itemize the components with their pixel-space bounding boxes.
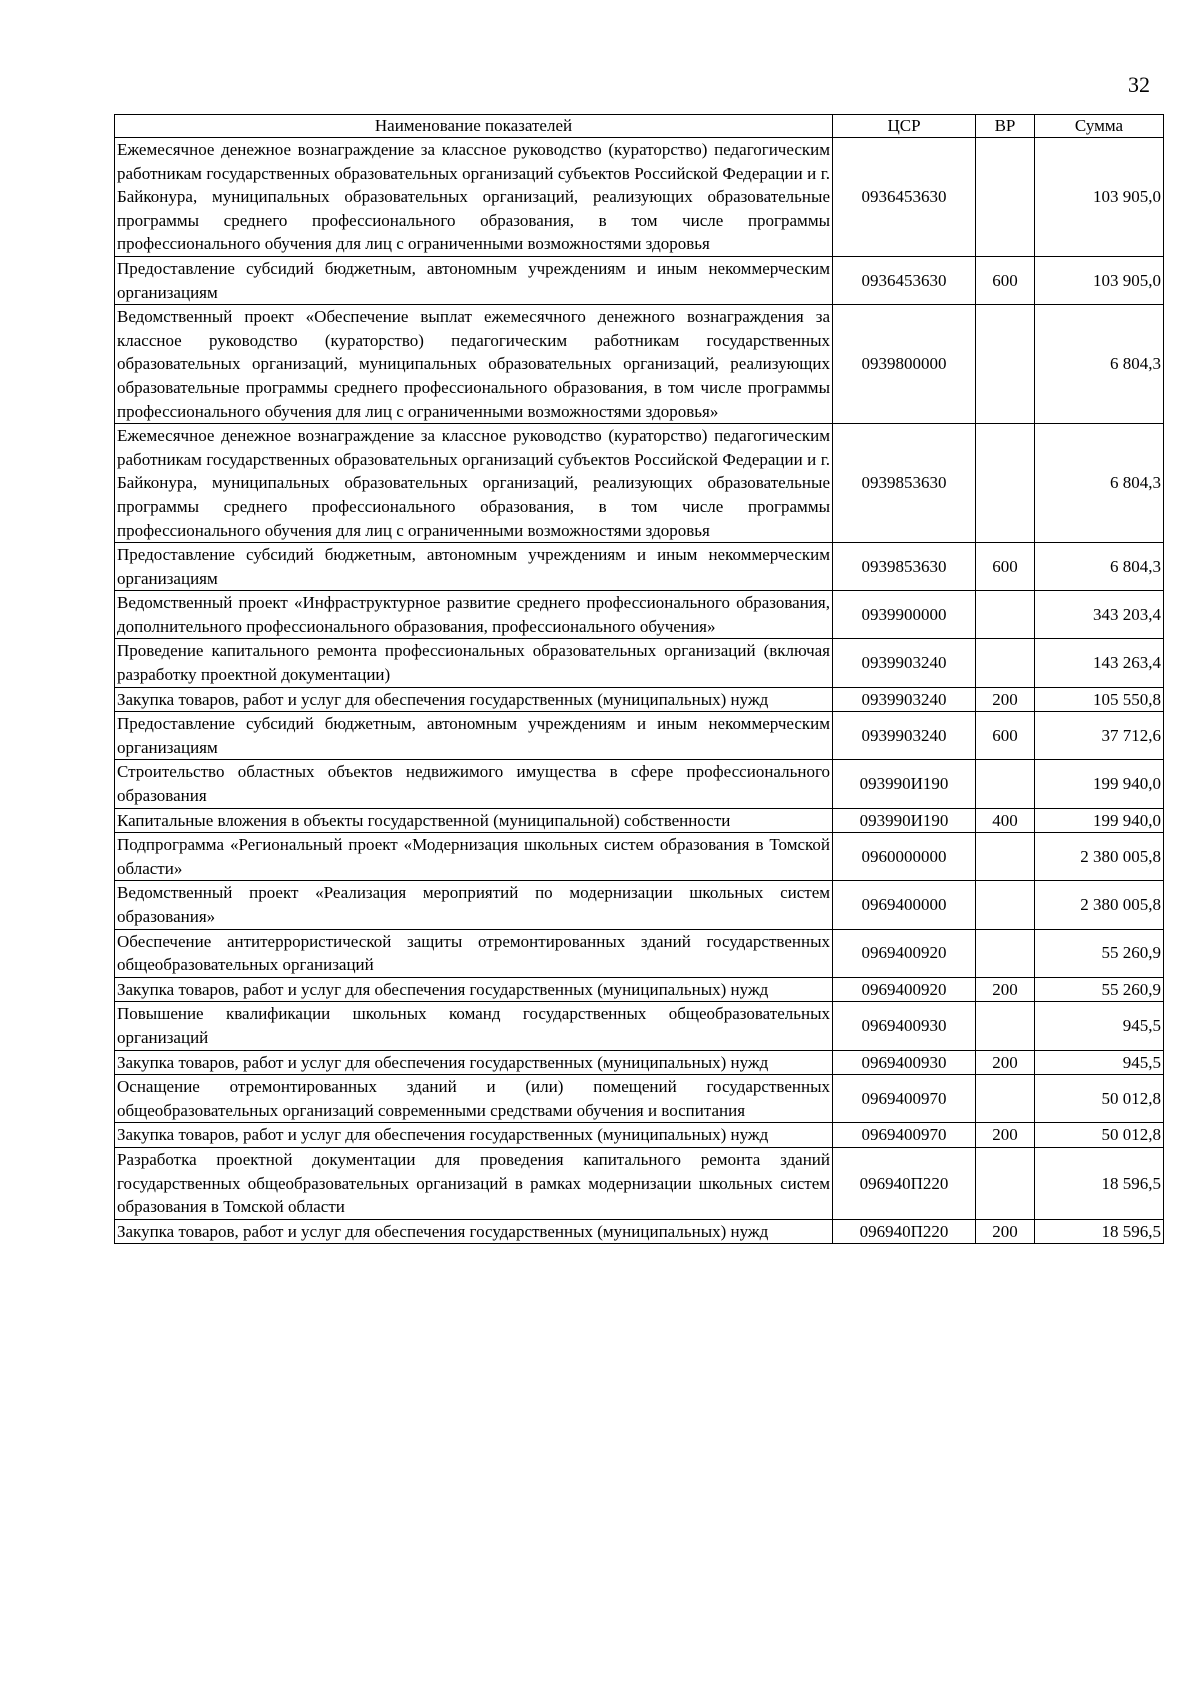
row-name-cell: Закупка товаров, работ и услуг для обеспечения государственных (муниципальных) нужд: [115, 977, 833, 1002]
row-name-cell: Закупка товаров, работ и услуг для обеспечения государственных (муниципальных) нужд: [115, 1050, 833, 1075]
row-vr-cell: [976, 138, 1035, 257]
row-vr-cell: [976, 1002, 1035, 1050]
row-name-cell: Закупка товаров, работ и услуг для обеспечения государственных (муниципальных) нужд: [115, 687, 833, 712]
row-csr-cell: 0939853630: [833, 543, 976, 591]
row-vr-cell: [976, 1147, 1035, 1219]
table-row: [115, 833, 1164, 881]
row-vr-cell: [976, 760, 1035, 808]
table-row: [115, 808, 1164, 833]
row-name-cell: Повышение квалификации школьных команд государственных общеобразовательных организаций: [115, 1002, 833, 1050]
row-sum-cell: 105 550,8: [1035, 687, 1164, 712]
table-row: [115, 138, 1164, 257]
table-row: [115, 760, 1164, 808]
table-row: [115, 929, 1164, 977]
header-csr: ЦСР: [833, 115, 976, 138]
row-vr-cell: 600: [976, 256, 1035, 304]
page-number: 32: [1128, 72, 1150, 97]
row-sum-cell: 103 905,0: [1035, 138, 1164, 257]
table-row: [115, 639, 1164, 687]
row-vr-cell: 200: [976, 687, 1035, 712]
row-sum-cell: 6 804,3: [1035, 543, 1164, 591]
row-name-cell: Проведение капитального ремонта профессиональных образовательных организаций (включая разработку проектной документации): [115, 639, 833, 687]
row-csr-cell: 0969400920: [833, 929, 976, 977]
header-sum: Сумма: [1035, 115, 1164, 138]
table-row: [115, 1219, 1164, 1244]
row-sum-cell: 103 905,0: [1035, 256, 1164, 304]
table-row: [115, 256, 1164, 304]
table-row: [115, 881, 1164, 929]
row-name-cell: Подпрограмма «Региональный проект «Модернизация школьных систем образования в Томской области»: [115, 833, 833, 881]
table-row: [115, 1050, 1164, 1075]
row-sum-cell: 55 260,9: [1035, 977, 1164, 1002]
row-sum-cell: 6 804,3: [1035, 305, 1164, 424]
row-vr-cell: 200: [976, 1050, 1035, 1075]
row-csr-cell: 096940П220: [833, 1219, 976, 1244]
row-name-cell: Закупка товаров, работ и услуг для обеспечения государственных (муниципальных) нужд: [115, 1123, 833, 1148]
row-vr-cell: [976, 833, 1035, 881]
table-row: [115, 1147, 1164, 1219]
row-vr-cell: [976, 591, 1035, 639]
table-row: [115, 687, 1164, 712]
row-name-cell: Ведомственный проект «Обеспечение выплат ежемесячного денежного вознаграждения за классное руководство (кураторство) педагогическим работникам государственных образовательных организаций, муниципальных образовательных организаций, реализующих образовательные программы среднего профессионального образования, в том числе программы профессионального обучения для лиц с ограниченными возможностями здоровья»: [115, 305, 833, 424]
row-csr-cell: 0939903240: [833, 687, 976, 712]
row-csr-cell: 0969400970: [833, 1075, 976, 1123]
row-csr-cell: 093990И190: [833, 808, 976, 833]
row-sum-cell: 199 940,0: [1035, 808, 1164, 833]
row-vr-cell: 200: [976, 1123, 1035, 1148]
row-name-cell: Предоставление субсидий бюджетным, автономным учреждениям и иным некоммерческим организациям: [115, 543, 833, 591]
table-row: [115, 543, 1164, 591]
row-csr-cell: 0936453630: [833, 256, 976, 304]
table-row: [115, 424, 1164, 543]
row-csr-cell: 0969400930: [833, 1002, 976, 1050]
row-csr-cell: 0969400930: [833, 1050, 976, 1075]
row-csr-cell: 0939853630: [833, 424, 976, 543]
row-name-cell: Разработка проектной документации для проведения капитального ремонта зданий государственных общеобразовательных организаций в рамках модернизации школьных систем образования в Томской области: [115, 1147, 833, 1219]
row-csr-cell: 0960000000: [833, 833, 976, 881]
row-vr-cell: [976, 929, 1035, 977]
row-vr-cell: [976, 305, 1035, 424]
row-sum-cell: 945,5: [1035, 1002, 1164, 1050]
row-csr-cell: 0939800000: [833, 305, 976, 424]
table-row: [115, 977, 1164, 1002]
row-csr-cell: 0939903240: [833, 712, 976, 760]
row-csr-cell: 093990И190: [833, 760, 976, 808]
row-name-cell: Закупка товаров, работ и услуг для обеспечения государственных (муниципальных) нужд: [115, 1219, 833, 1244]
header-name: Наименование показателей: [115, 115, 833, 138]
table-row: [115, 1002, 1164, 1050]
row-name-cell: Обеспечение антитеррористической защиты отремонтированных зданий государственных общеобразовательных организаций: [115, 929, 833, 977]
row-sum-cell: 6 804,3: [1035, 424, 1164, 543]
row-sum-cell: 199 940,0: [1035, 760, 1164, 808]
row-name-cell: Ведомственный проект «Реализация мероприятий по модернизации школьных систем образования»: [115, 881, 833, 929]
row-sum-cell: 37 712,6: [1035, 712, 1164, 760]
row-csr-cell: 0936453630: [833, 138, 976, 257]
row-sum-cell: 2 380 005,8: [1035, 881, 1164, 929]
row-sum-cell: 18 596,5: [1035, 1147, 1164, 1219]
table-body: [115, 138, 1164, 1244]
row-csr-cell: 096940П220: [833, 1147, 976, 1219]
table-row: [115, 591, 1164, 639]
row-sum-cell: 55 260,9: [1035, 929, 1164, 977]
table-row: [115, 1123, 1164, 1148]
row-vr-cell: 600: [976, 712, 1035, 760]
row-vr-cell: 400: [976, 808, 1035, 833]
row-name-cell: Строительство областных объектов недвижимого имущества в сфере профессионального образования: [115, 760, 833, 808]
row-name-cell: Ежемесячное денежное вознаграждение за классное руководство (кураторство) педагогическим работникам государственных образовательных организаций субъектов Российской Федерации и г. Байконура, муниципальных образовательных организаций, реализующих образовательные программы среднего профессионального образования, в том числе программы профессионального обучения для лиц с ограниченными возможностями здоровья: [115, 424, 833, 543]
row-name-cell: Ежемесячное денежное вознаграждение за классное руководство (кураторство) педагогическим работникам государственных образовательных организаций субъектов Российской Федерации и г. Байконура, муниципальных образовательных организаций, реализующих образовательные программы среднего профессионального образования, в том числе программы профессионального обучения для лиц с ограниченными возможностями здоровья: [115, 138, 833, 257]
row-sum-cell: 343 203,4: [1035, 591, 1164, 639]
row-csr-cell: 0969400920: [833, 977, 976, 1002]
budget-table: [114, 114, 1164, 1244]
row-name-cell: Капитальные вложения в объекты государственной (муниципальной) собственности: [115, 808, 833, 833]
row-vr-cell: [976, 1075, 1035, 1123]
row-csr-cell: 0969400000: [833, 881, 976, 929]
row-vr-cell: [976, 424, 1035, 543]
row-csr-cell: 0939903240: [833, 639, 976, 687]
table-row: [115, 712, 1164, 760]
row-sum-cell: 50 012,8: [1035, 1075, 1164, 1123]
row-sum-cell: 143 263,4: [1035, 639, 1164, 687]
row-sum-cell: 50 012,8: [1035, 1123, 1164, 1148]
table-row: [115, 1075, 1164, 1123]
table-row: [115, 305, 1164, 424]
row-sum-cell: 18 596,5: [1035, 1219, 1164, 1244]
row-name-cell: Предоставление субсидий бюджетным, автономным учреждениям и иным некоммерческим организациям: [115, 256, 833, 304]
row-name-cell: Предоставление субсидий бюджетным, автономным учреждениям и иным некоммерческим организациям: [115, 712, 833, 760]
row-vr-cell: 600: [976, 543, 1035, 591]
row-csr-cell: 0969400970: [833, 1123, 976, 1148]
row-sum-cell: 2 380 005,8: [1035, 833, 1164, 881]
row-name-cell: Ведомственный проект «Инфраструктурное развитие среднего профессионального образования, дополнительного профессионального образования, профессионального обучения»: [115, 591, 833, 639]
row-name-cell: Оснащение отремонтированных зданий и (или) помещений государственных общеобразовательных организаций современными средствами обучения и воспитания: [115, 1075, 833, 1123]
row-vr-cell: [976, 881, 1035, 929]
row-sum-cell: 945,5: [1035, 1050, 1164, 1075]
row-vr-cell: 200: [976, 977, 1035, 1002]
row-vr-cell: 200: [976, 1219, 1035, 1244]
header-vr: ВР: [976, 115, 1035, 138]
row-vr-cell: [976, 639, 1035, 687]
row-csr-cell: 0939900000: [833, 591, 976, 639]
table-header-row: [115, 115, 1164, 138]
